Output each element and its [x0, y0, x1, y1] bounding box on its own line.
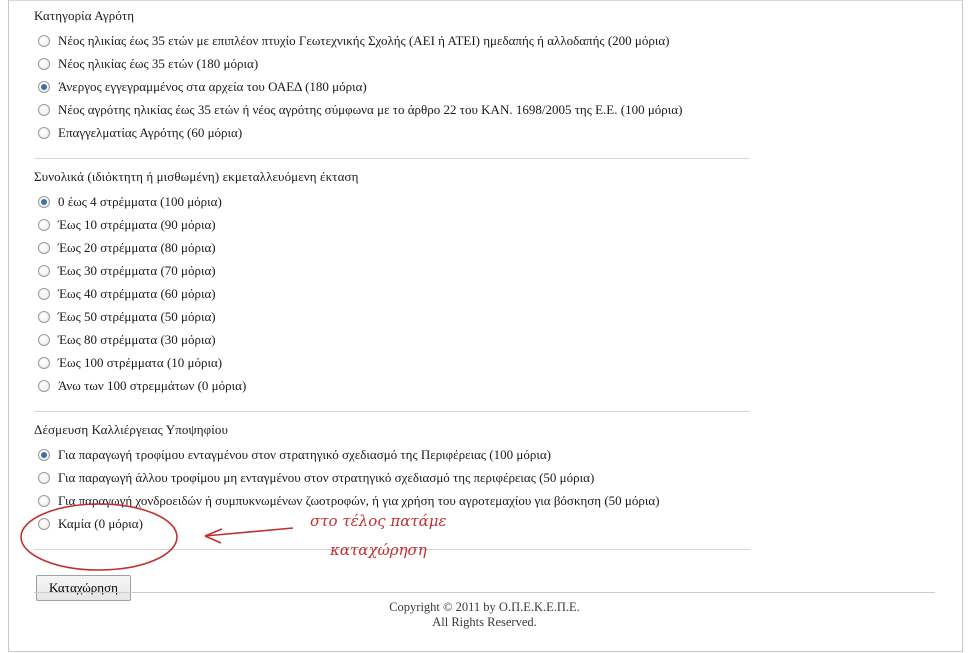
radio-label: Νέος ηλικίας έως 35 ετών (180 μόρια) [58, 55, 259, 71]
radio-label: Καμία (0 μόρια) [58, 515, 143, 531]
radio-label: Άνεργος εγγεγραμμένος στα αρχεία του ΟΑΕΔ (180 μόρια) [58, 78, 367, 94]
radio-group-total-area [34, 169, 934, 403]
radio-icon[interactable] [38, 58, 50, 70]
radio-icon[interactable] [38, 334, 50, 346]
radio-icon[interactable] [38, 357, 50, 369]
copyright-line: Copyright © 2011 by Ο.Π.Ε.Κ.Ε.Π.Ε. [389, 600, 580, 614]
radio-label: Νέος αγρότης ηλικίας έως 35 ετών ή νέος αγρότης σύμφωνα με το άρθρο 22 του ΚΑΝ. 1698/2005 της Ε.Ε. (100 μόρια) [58, 101, 683, 117]
radio-icon-selected[interactable] [38, 449, 50, 461]
radio-option[interactable] [34, 512, 934, 535]
radio-label: Έως 100 στρέμματα (10 μόρια) [58, 354, 223, 370]
radio-icon[interactable] [38, 495, 50, 507]
radio-icon[interactable] [38, 242, 50, 254]
radio-label: Έως 80 στρέμματα (30 μόρια) [58, 331, 216, 347]
radio-label: Έως 20 στρέμματα (80 μόρια) [58, 239, 216, 255]
group-title: Δέσμευση Καλλιέργειας Υποψηφίου [34, 422, 228, 437]
radio-icon[interactable] [38, 472, 50, 484]
group-title: Κατηγορία Αγρότη [34, 8, 135, 23]
annotation-text-line2: καταχώρηση [330, 541, 427, 559]
radio-label: Για παραγωγή άλλου τροφίμου μη ενταγμένου στον στρατηγικό σχεδιασμό της περιφέρειας (50 μόρια) [58, 469, 595, 485]
radio-label: 0 έως 4 στρέμματα (100 μόρια) [58, 193, 222, 209]
radio-label: Έως 50 στρέμματα (50 μόρια) [58, 308, 216, 324]
group-title: Συνολικά (ιδιόκτητη ή μισθωμένη) εκμεταλλευόμενη έκταση [34, 169, 359, 184]
footer [34, 600, 935, 630]
radio-option[interactable] [34, 351, 934, 374]
radio-icon[interactable] [38, 219, 50, 231]
radio-option[interactable] [34, 374, 934, 397]
radio-icon[interactable] [38, 35, 50, 47]
radio-icon[interactable] [38, 380, 50, 392]
radio-group-cultivation-commitment [34, 422, 934, 541]
radio-option[interactable] [34, 236, 934, 259]
radio-option[interactable] [34, 52, 934, 75]
radio-label: Νέος ηλικίας έως 35 ετών με επιπλέον πτυχίο Γεωτεχνικής Σχολής (ΑΕΙ ή ΑΤΕΙ) ημεδαπής ή αλλοδαπής (200 μόρια) [58, 32, 670, 48]
radio-icon[interactable] [38, 127, 50, 139]
radio-label: Επαγγελματίας Αγρότης (60 μόρια) [58, 124, 243, 140]
radio-option[interactable] [34, 305, 934, 328]
radio-label: Για παραγωγή χονδροειδών ή συμπυκνωμένων ζωοτροφών, ή για χρήση του αγροτεμαχίου για βόσκηση (50 μόρια) [58, 492, 660, 508]
radio-option[interactable] [34, 466, 934, 489]
form-content [34, 8, 934, 616]
radio-option[interactable] [34, 328, 934, 351]
radio-option[interactable] [34, 259, 934, 282]
radio-icon-selected[interactable] [38, 81, 50, 93]
radio-icon[interactable] [38, 311, 50, 323]
radio-label: Άνω των 100 στρεμμάτων (0 μόρια) [58, 377, 247, 393]
radio-group-farmer-category [34, 8, 934, 150]
radio-option[interactable] [34, 443, 934, 466]
radio-option[interactable] [34, 489, 934, 512]
radio-option[interactable] [34, 190, 934, 213]
radio-option[interactable] [34, 213, 934, 236]
radio-label: Έως 40 στρέμματα (60 μόρια) [58, 285, 216, 301]
radio-option[interactable] [34, 282, 934, 305]
radio-option[interactable] [34, 75, 934, 98]
radio-option[interactable] [34, 121, 934, 144]
radio-option[interactable] [34, 29, 934, 52]
footer-divider [34, 592, 935, 593]
radio-label: Έως 30 στρέμματα (70 μόρια) [58, 262, 216, 278]
radio-icon-selected[interactable] [38, 196, 50, 208]
radio-icon[interactable] [38, 518, 50, 530]
annotation-text-line1: στο τέλος πατάμε [310, 512, 447, 530]
radio-label: Έως 10 στρέμματα (90 μόρια) [58, 216, 216, 232]
submit-button[interactable]: Καταχώρηση [36, 575, 131, 601]
section-divider [34, 411, 750, 412]
radio-label: Για παραγωγή τροφίμου ενταγμένου στον στρατηγικό σχεδιασμό της Περιφέρειας (100 μόρια) [58, 446, 551, 462]
rights-line: All Rights Reserved. [432, 615, 537, 629]
radio-icon[interactable] [38, 265, 50, 277]
radio-icon[interactable] [38, 288, 50, 300]
radio-option[interactable] [34, 98, 934, 121]
radio-icon[interactable] [38, 104, 50, 116]
section-divider [34, 158, 750, 159]
